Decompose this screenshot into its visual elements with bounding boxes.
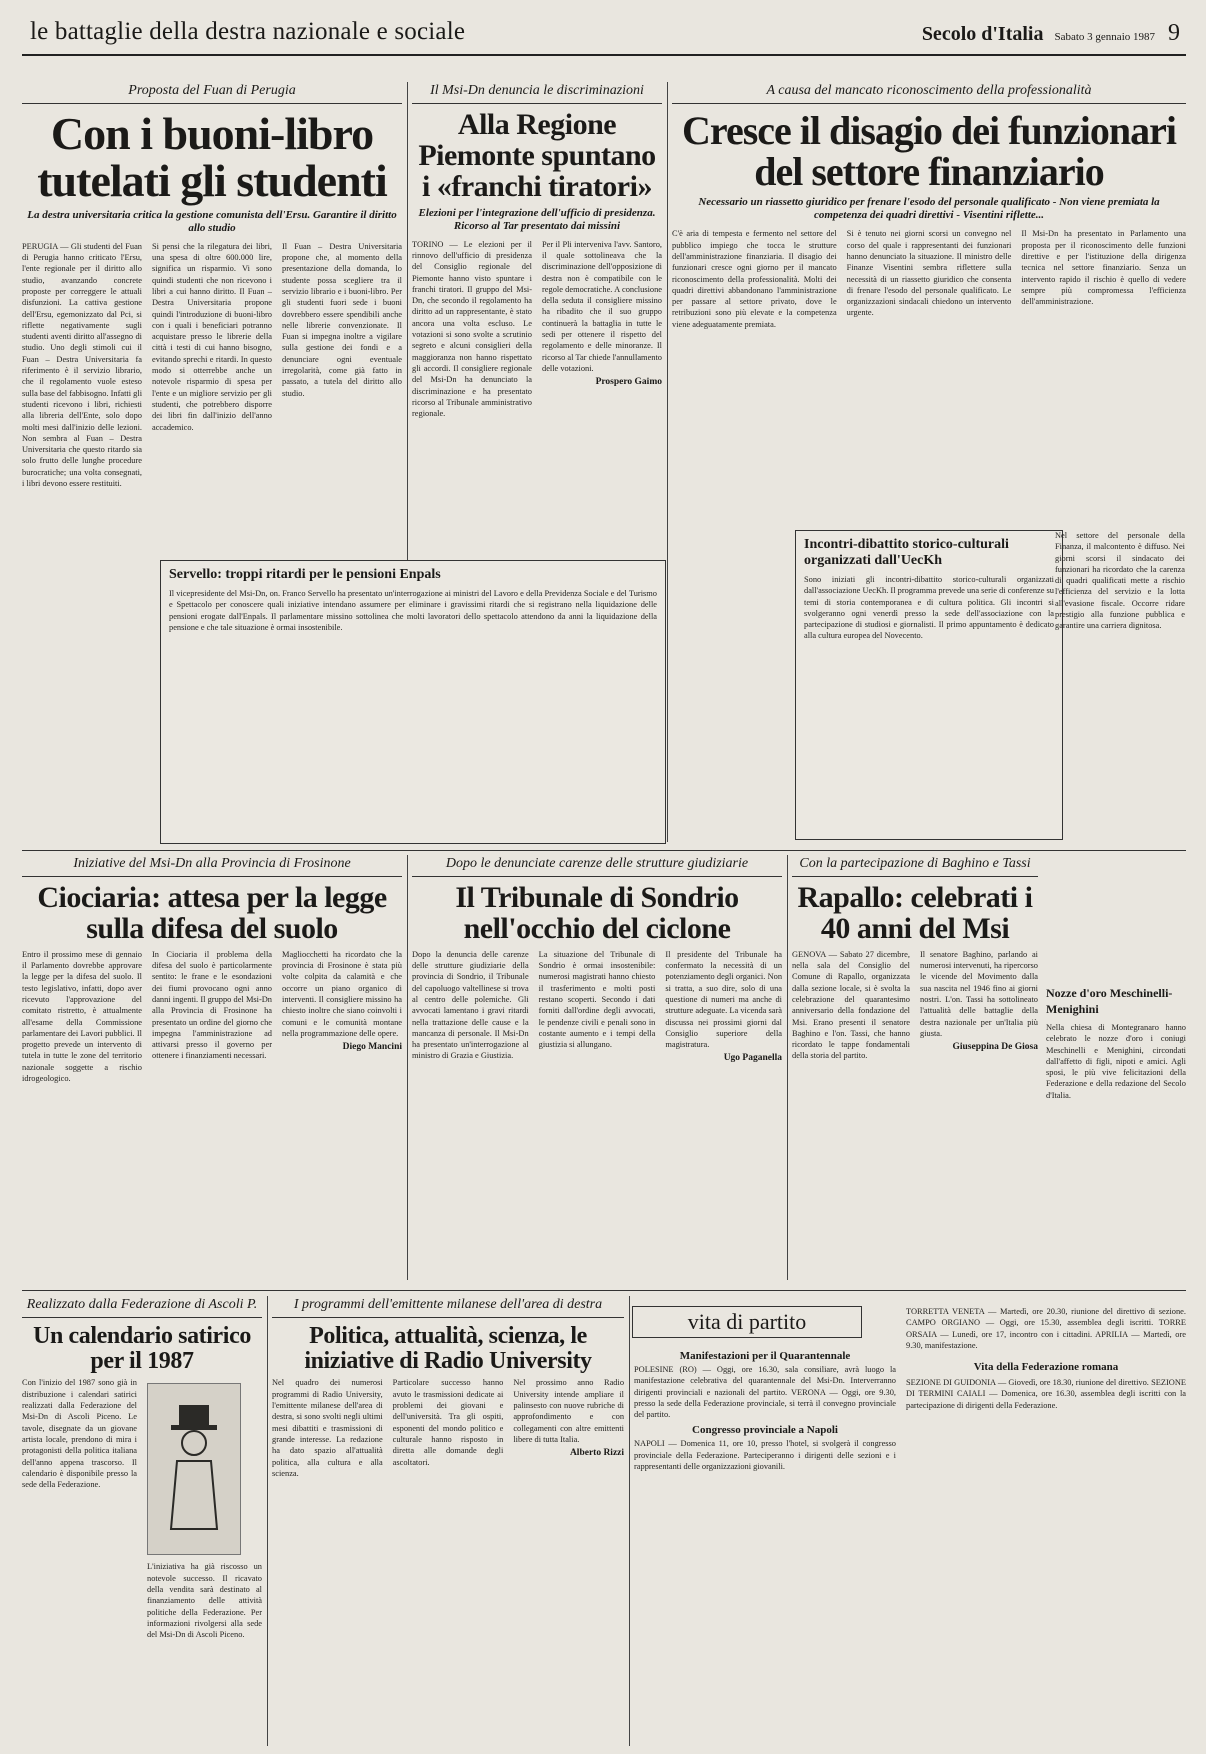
article-body: La situazione del Tribunale di Sondrio è ormai insostenibile: numerosi magistrati hanno chiesto il trasferimento e molti posti restano scoperti. Secondo i dati forniti dall'ordine degli avvocati, le pendenze civili e penali sono in costante aumento e i tempi della giustizia si allungano. <box>538 949 656 1050</box>
article-kicker: Con la partecipazione di Baghino e Tassi <box>792 855 1038 877</box>
vita-subheading: Manifestazioni per il Quarantennale <box>679 1350 851 1362</box>
section-title: le battaglie della destra nazionale e sociale <box>30 18 466 45</box>
article-headline: Cresce il disagio dei funzionari del settore finanziario <box>682 108 1176 195</box>
article-byline: Ugo Paganella <box>723 1053 782 1064</box>
calendar-illustration <box>147 1383 241 1555</box>
article-body: Dopo la denuncia delle carenze delle strutture giudiziarie della provincia di Sondrio, il Tribunale del capoluogo valtellinese si trova al centro delle polemiche. Gli avvocati lamentano i gravi ritardi nella trattazione delle cause e la mancanza di personale. Il Msi-Dn ha presentato un'interrogazione al ministro di Grazia e Giustizia. <box>412 949 529 1061</box>
vita-body: TORRETTA VENETA — Martedì, ore 20.30, riunione del direttivo di sezione. CAMPO ORGIANO — Oggi, ore 15.30, assemblea degli iscritti. TORRE ORSAIA — Lunedì, ore 17, incontro con i cittadini. APRILIA — Martedì, ore 9.30, manifestazione. <box>906 1307 1186 1350</box>
column-rule <box>407 855 408 1280</box>
paper-title: Secolo d'Italia <box>921 23 1044 45</box>
article-kicker: Realizzato dalla Federazione di Ascoli P. <box>22 1296 262 1318</box>
article-body: Il Fuan – Destra Universitaria propone che, al momento della presentazione della domanda, lo studente possa scegliere tra il servizio librario e i buoni-libro. Per gli studenti fuori sede i buoni dovrebbero essere spendibili anche nelle librerie convenzionate. Il Fuan si impegna inoltre a vigilare sulla gestione dei fondi e a denunciare ogni eventuale irregolarità, come già fatto in passato, a tutela del diritto allo studio. <box>282 241 402 398</box>
vita-di-partito-heading: vita di partito <box>632 1306 862 1338</box>
article-body: Nel prossimo anno Radio University intende ampliare il palinsesto con nuove rubriche di approfondimento e con collegamenti con altre emittenti libere di tutta Italia. <box>513 1378 624 1444</box>
article-byline: Diego Mancini <box>342 1042 402 1053</box>
article-body: C'è aria di tempesta e fermento nel settore del pubblico impiego che tocca le strutture dell'amministrazione finanziaria. Il disagio dei funzionari cresce ogni giorno per il mancato riconoscimento della professionalità. Molti dei quadri direttivi abbandonano l'amministrazione per passare al settore privato, dove le retribuzioni sono più elevate e la competenza viene adeguatamente premiata. <box>672 229 837 329</box>
article-kicker: Dopo le denunciate carenze delle strutture giudiziarie <box>412 855 782 877</box>
article-columns <box>412 949 782 1064</box>
vita-body: NAPOLI — Domenica 11, ore 10, presso l'hotel, si svolgerà il congresso provinciale della Federazione. Parteciperanno i dirigenti delle sezioni e i rappresentanti delle organizzazioni giovanili. <box>634 1439 896 1472</box>
article-body: Con l'inizio del 1987 sono già in distribuzione i calendari satirici realizzati dalla Federazione del Msi-Dn di Ascoli Piceno. Le tavole, disegnate da un giovane artista locale, prendono di mira i protagonisti della politica italiana dell'anno appena trascorso. Il calendario è disponibile presso la sede della Federazione. <box>22 1378 137 1490</box>
section-rule <box>22 1290 1186 1291</box>
vita-subheading: Vita della Federazione romana <box>973 1361 1119 1374</box>
article-body: GENOVA — Sabato 27 dicembre, nella sala del Consiglio del Comune di Rapallo, organizzata dalla sezione locale, si è svolta la celebrazione del quarantesimo anniversario della fondazione del Msi. Erano presenti il senatore Baghino e l'on. Tassi, che hanno ricordato le tappe fondamentali della storia del partito. <box>792 949 910 1061</box>
article-body: TORINO — Le elezioni per il rinnovo dell'ufficio di presidenza del Consiglio regionale del Piemonte hanno visto spuntare i franchi tiratori. Il gruppo del Msi-Dn, che secondo il regolamento ha diritto ad un rappresentante, è stato ancora una volta escluso. Le votazioni si sono svolte a scrutinio segreto e alcuni consiglieri della maggioranza non hanno rispettato gli accordi. Il consigliere regionale del Msi-Dn ha denunciato la discriminazione e ha presentato ricorso al Tribunale amministrativo regionale. <box>412 239 532 419</box>
box-ueckh <box>795 530 1063 840</box>
article-headline: Politica, attualità, scienza, le iniziative di Radio University <box>304 1323 592 1374</box>
article-calendario <box>22 1296 262 1746</box>
article-body: Il Msi-Dn ha presentato in Parlamento una proposta per il riconoscimento delle funzioni direttive e per l'istituzione della dirigenza tecnica nel settore finanziario. Senza un intervento rapido il rischio è quello di vedere sempre più compromessa l'efficienza dell'amministrazione. <box>1021 229 1186 307</box>
article-radio-university <box>272 1296 624 1746</box>
article-columns <box>22 1377 262 1640</box>
article-body: L'iniziativa ha già riscosso un notevole successo. Il ricavato della vendita sarà destinato al finanziamento delle attività politiche della Federazione. Per informazioni rivolgersi alla sede del Msi-Dn di Ascoli Piceno. <box>147 1562 262 1640</box>
box-body: Nella chiesa di Montegranaro hanno celebrato le nozze d'oro i coniugi Meschinelli e Menighini, circondati dall'affetto di figli, nipoti e amici. Agli sposi, le più vive felicitazioni della Federazione e della redazione del Secolo d'Italia. <box>1046 1023 1186 1100</box>
article-body: Magliocchetti ha ricordato che la provincia di Frosinone è stata più volte colpita da calamità e che occorre un piano organico di interventi. Il consigliere missino ha chiesto inoltre che siano coinvolti i comuni e le comunità montane nella programmazione delle opere. <box>282 949 402 1038</box>
article-body: PERUGIA — Gli studenti del Fuan di Perugia hanno criticato l'Ersu, l'ente regionale per il diritto allo studio, avanzando concrete proposte per correggere le attuali disfunzioni. La cattiva gestione dell'Ersu, egemonizzato dal Pci, si riflette negativamente sugli studenti aventi diritto all'assegno di studio. Uno degli stimoli cui il Fuan – Destra Universitaria fa riferimento è il servizio librario, che il regolamento vuole esteso sulla base del fabbisogno. Infatti gli studenti ricevono i libri, richiesti alla libreria dell'Ente, solo dopo molti mesi dall'inizio delle lezioni. Non sembra al Fuan – Destra Universitaria che questo ritardo sia solo frutto delle lunghe procedure burocratiche; una volta consegnati, i libri devono essere restituiti. <box>22 241 143 488</box>
article-columns <box>22 949 402 1085</box>
article-kicker: A causa del mancato riconoscimento della professionalità <box>672 82 1186 104</box>
article-body: Si pensi che la rilegatura dei libri, una spesa di oltre 600.000 lire, significa un risparmio. Vi sono quindi studenti che non ricevono i libri a cui hanno diritto. Il Fuan – Destra Universitaria propone quindi l'introduzione di buoni-libro con i quali i beneficiari potranno acquistare presso le librerie della città i testi di cui hanno bisogno, evitando sprechi e ritardi. In questo modo si otterrebbe anche un notevole risparmio di spesa per l'ente e un migliore servizio per gli studenti, che potrebbero disporre dei libri fin dall'inizio dell'anno accademico. <box>152 241 272 432</box>
masthead <box>22 14 1186 56</box>
article-body: Il presidente del Tribunale ha confermato la necessità di un potenziamento degli organici. Non si tratta, a suo dire, solo di una questione di numeri ma anche di strutture adeguate. La vicenda sarà discussa nei prossimi giorni dal Consiglio superiore della magistratura. <box>665 949 782 1050</box>
article-headline: Ciociaria: attesa per la legge sulla difesa del suolo <box>37 881 387 945</box>
article-sondrio <box>412 855 782 1285</box>
article-body: Si è tenuto nei giorni scorsi un convegno nel corso del quale i rappresentanti dei funzionari hanno denunciato la situazione. Il ministro delle Finanze Visentini sembra riflettere sulla necessità di un riassetto giuridico che consenta di frenare l'esodo del personale qualificato. Le organizzazioni sindacali chiedono un intervento urgente. <box>846 229 1012 318</box>
article-kicker: Il Msi-Dn denuncia le discriminazioni <box>412 82 662 104</box>
article-columns <box>792 949 1038 1062</box>
article-columns <box>412 239 662 420</box>
box-body: Il vicepresidente del Msi-Dn, on. Franco Servello ha presentato un'interrogazione ai ministri del Lavoro e della Previdenza Sociale e del Turismo e Spettacolo per conoscere quali iniziative intendano assumere per eliminare i gravissimi ritardi che si registrano nella liquidazione delle pensioni erogate dall'Enpals. Il parlamentare missino sottolinea che molti lavoratori dello spettacolo attendono da anni la liquidazione della pensione e che tale situazione è ormai insostenibile. <box>169 589 657 632</box>
article-body: Particolare successo hanno avuto le trasmissioni dedicate ai problemi dei giovani e dell'università. Tra gli ospiti, esponenti del mondo politico e culturale hanno risposto in diretta alle domande degli ascoltatori. <box>392 1378 504 1467</box>
vita-col-1 <box>634 1346 896 1746</box>
issue-date: Sabato 3 gennaio 1987 <box>1054 31 1155 43</box>
article-byline: Giuseppina De Giosa <box>952 1042 1038 1053</box>
caricature-icon <box>159 1399 229 1539</box>
vita-col-2 <box>906 1306 1186 1746</box>
column-rule <box>787 855 788 1280</box>
article-rapallo <box>792 855 1038 1285</box>
article-byline: Prospero Gaimo <box>595 377 662 388</box>
paper-name <box>922 20 1180 47</box>
article-columns <box>672 228 1186 330</box>
box-title: Nozze d'oro Meschinelli-Menighini <box>1046 986 1173 1016</box>
article-kicker: Iniziative del Msi-Dn alla Provincia di Frosinone <box>22 855 402 877</box>
article-headline: Un calendario satirico per il 1987 <box>33 1323 251 1374</box>
article-kicker: I programmi dell'emittente milanese dell'area di destra <box>272 1296 624 1318</box>
article-body: Entro il prossimo mese di gennaio il Parlamento dovrebbe approvare la legge per la difesa del suolo. Il testo legislativo, infatti, dopo aver ricevuto l'approvazione del comitato ristretto, è attualmente all'esame della Commissione parlamentare dei Lavori pubblici. Il progetto prevede un intervento di tutela in tutte le zone del territorio nazionale soggette a rischio idrogeologico. <box>22 949 142 1084</box>
column-rule <box>267 1296 268 1746</box>
article-headline: Con i buoni-libro tutelati gli studenti <box>37 108 387 207</box>
article-columns <box>272 1377 624 1479</box>
article-body: Nel settore del personale della Finanza, il malcontento è diffuso. Nei giorni scorsi il sindacato dei funzionari ha ricordato che la carenza di quadri qualificati mette a rischio l'efficienza del servizio e la lotta all'evasione fiscale. Occorre ridare prestigio alla funzione pubblica e garantire una carriera dignitosa. <box>1055 531 1185 631</box>
article-deck: Elezioni per l'integrazione dell'ufficio di presidenza. Ricorso al Tar presentato dai missini <box>418 206 656 232</box>
article-right-column <box>1055 530 1185 830</box>
section-rule <box>22 850 1186 851</box>
article-headline: Rapallo: celebrati i 40 anni del Msi <box>797 881 1033 945</box>
column-rule <box>629 1296 630 1746</box>
box-servello <box>160 560 666 844</box>
article-regione-piemonte <box>412 82 662 562</box>
article-funzionari <box>672 82 1186 522</box>
box-title: Servello: troppi ritardi per le pensioni Enpals <box>169 567 441 582</box>
box-body: Sono iniziati gli incontri-dibattito storico-culturali organizzati dall'associazione UecKh. Il programma prevede una serie di conferenze su temi di storia contemporanea e di cultura politica. Gli incontri si svolgeranno ogni venerdì presso la sede dell'associazione con la partecipazione di studiosi e giornalisti. Il primo appuntamento è dedicato alla cultura europea del Novecento. <box>804 575 1054 641</box>
article-ciociaria <box>22 855 402 1285</box>
article-body: Il senatore Baghino, parlando ai numerosi intervenuti, ha ripercorso le vicende del Movimento dalla sua nascita nel 1946 fino ai giorni nostri. L'on. Tassi ha sottolineato l'attualità delle battaglie della destra nazionale per un'Italia più giusta. <box>920 949 1038 1038</box>
vita-body: POLESINE (RO) — Oggi, ore 16.30, sala consiliare, avrà luogo la manifestazione celebrativa del quarantennale del Msi-Dn. Interverranno dirigenti provinciali e nazionali del partito. VERONA — Oggi, ore 9.30, presso la sede della Federazione provinciale, si terrà il convegno provinciale del partito. <box>634 1365 896 1420</box>
article-body: In Ciociaria il problema della difesa del suolo è particolarmente sentito: le frane e le esondazioni dei fiumi provocano ogni anno danni ingenti. Il gruppo del Msi-Dn alla Provincia di Frosinone ha presentato un ordine del giorno che impegna l'amministrazione ad attivarsi presso il governo per ottenere i finanziamenti necessari. <box>152 949 272 1061</box>
article-body: Per il Pli interveniva l'avv. Santoro, il quale sottolineava che la discriminazione dell'opposizione di destra non è compatibile con le regole democratiche. A conclusione della seduta il consigliere missino ha ribadito che il suo gruppo continuerà la battaglia in tutte le sedi per ottenere il rispetto del regolamento e delle minoranze. Il ricorso al Tar chiede l'annullamento delle votazioni. <box>542 239 662 373</box>
article-columns <box>22 241 402 490</box>
article-body: Nel quadro dei numerosi programmi di Radio University, l'emittente milanese dell'area di destra, si sono svolti negli ultimi mesi dibattiti e trasmissioni di grande interesse. La redazione ha dato spazio all'attualità politica, alla cultura e alla scienza. <box>272 1378 383 1478</box>
vita-subheading: Congresso provinciale a Napoli <box>692 1424 838 1437</box>
article-byline: Alberto Rizzi <box>569 1448 624 1459</box>
article-headline: Il Tribunale di Sondrio nell'occhio del ciclone <box>455 881 739 945</box>
article-deck: La destra universitaria critica la gestione comunista dell'Ersu. Garantire il diritto allo studio <box>27 208 397 234</box>
page-number: 9 <box>1168 20 1180 46</box>
article-deck: Necessario un riassetto giuridico per frenare l'esodo del personale qualificato - Non viene premiata la competenza dei quadri direttivi - Visentini riflette... <box>698 196 1160 222</box>
article-kicker: Proposta del Fuan di Perugia <box>22 82 402 104</box>
article-headline: Alla Regione Piemonte spuntano i «franchi tiratori» <box>418 108 656 203</box>
box-title: Incontri-dibattito storico-culturali organizzati dall'UecKh <box>804 537 1009 568</box>
box-nozze <box>1046 985 1186 1285</box>
vita-body: SEZIONE DI GUIDONIA — Giovedì, ore 18.30, riunione del direttivo. SEZIONE DI TERMINI CAIALI — Domenica, ore 16.30, assemblea degli iscritti con la partecipazione di dirigenti della Federazione. <box>906 1378 1186 1410</box>
column-rule <box>667 82 668 842</box>
